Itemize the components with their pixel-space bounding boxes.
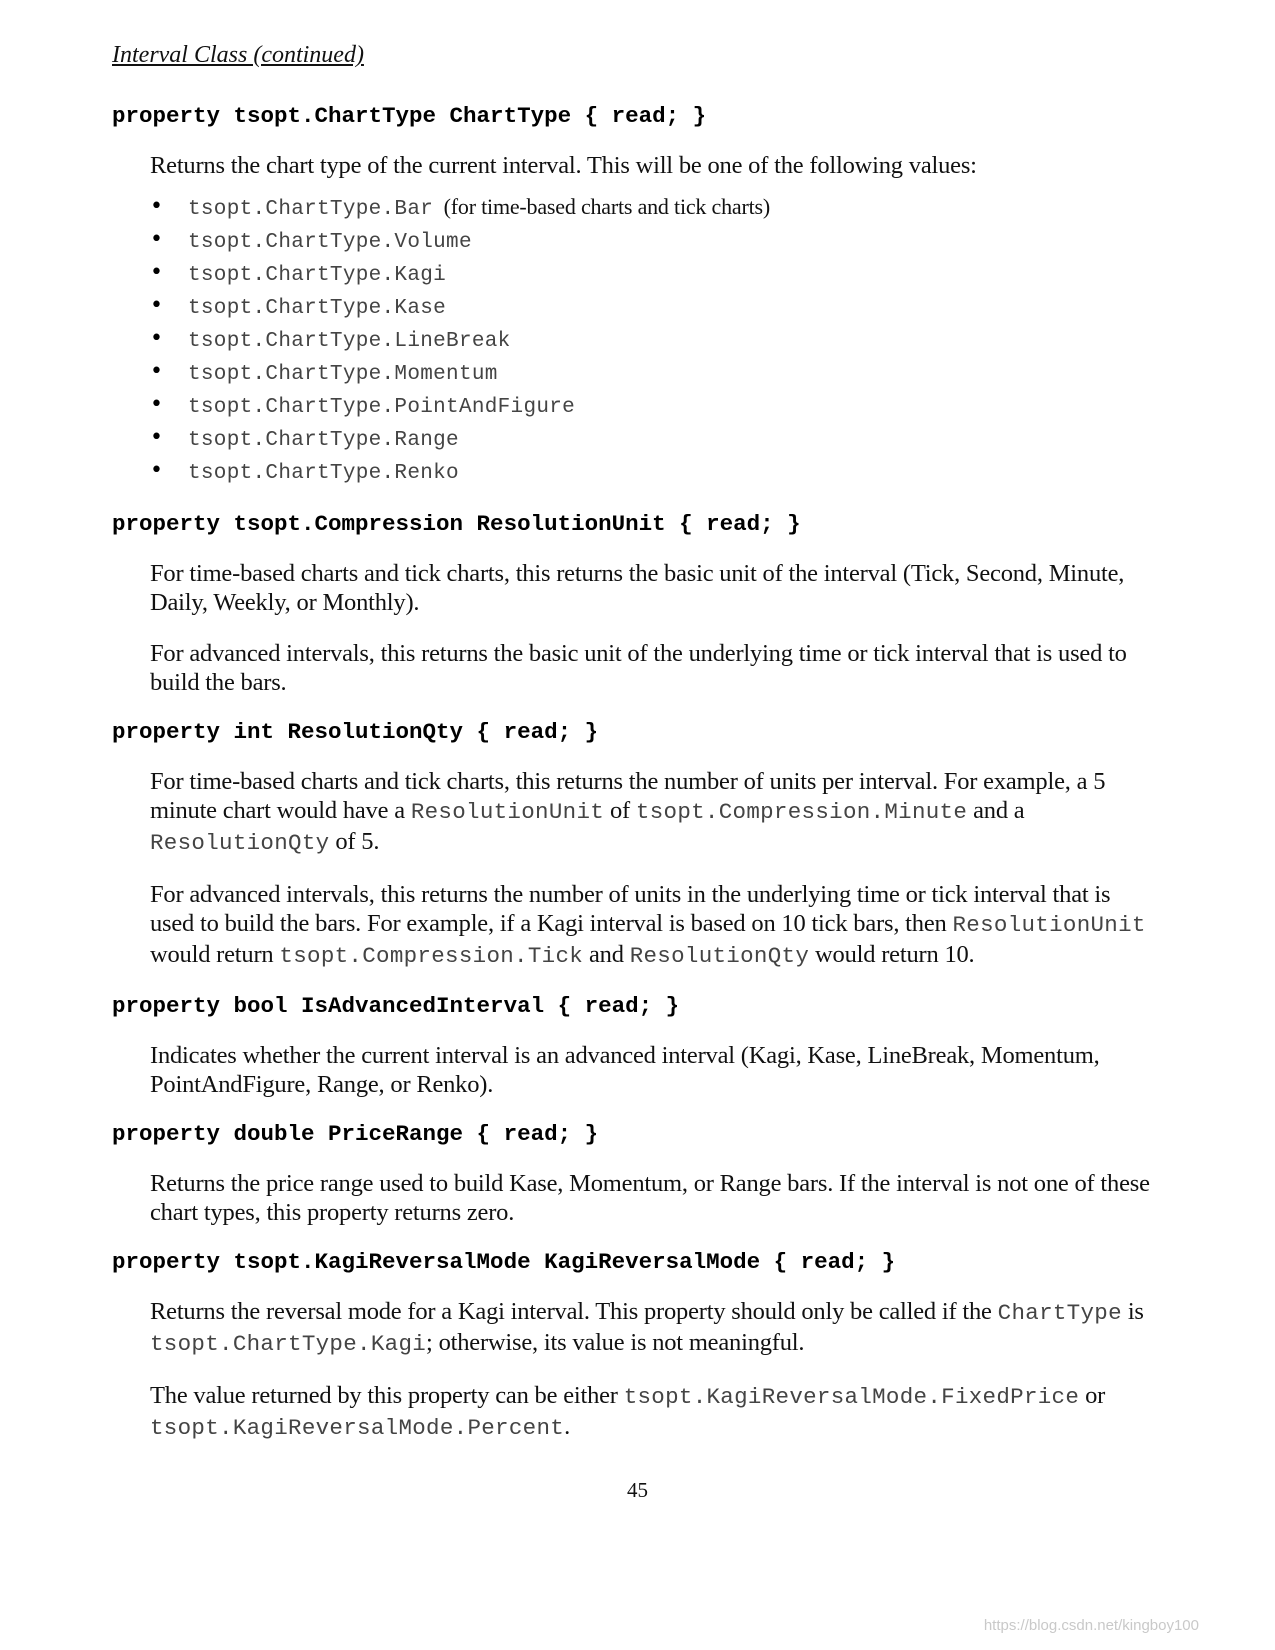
enum-value: tsopt.ChartType.Kagi: [188, 264, 447, 287]
property-heading-pricerange: property double PriceRange { read; }: [112, 1121, 599, 1147]
inline-code: tsopt.KagiReversalMode.Percent: [150, 1415, 565, 1441]
text-run: ; otherwise, its value is not meaningful.: [426, 1329, 805, 1356]
text-run: is: [1121, 1298, 1144, 1325]
property-heading-kagireversalmode: property tsopt.KagiReversalMode KagiReversalMode { read; }: [112, 1249, 896, 1275]
page-number: 45: [627, 1478, 648, 1502]
property-heading-isadvancedinterval: property bool IsAdvancedInterval { read; }: [112, 993, 680, 1019]
resolutionunit-paragraph-1: For time-based charts and tick charts, this returns the basic unit of the interval (Tick, Second, Minute, Daily, Weekly, or Monthly).: [150, 560, 1125, 616]
text-run: .: [564, 1413, 571, 1440]
inline-code: ChartType: [997, 1300, 1122, 1326]
list-item: [150, 291, 1152, 324]
list-item: [150, 357, 1152, 390]
text-run: and: [583, 941, 630, 968]
resolutionqty-paragraph-1: [150, 767, 1152, 858]
list-item: [150, 258, 1152, 291]
text-run: of 5.: [329, 828, 380, 855]
enum-value: tsopt.ChartType.Range: [188, 429, 459, 452]
text-run: The value returned by this property can be either: [150, 1382, 624, 1409]
inline-code: tsopt.ChartType.Kagi: [150, 1331, 427, 1357]
charttype-description: Returns the chart type of the current interval. This will be one of the following values:: [150, 152, 977, 179]
enum-value: tsopt.ChartType.Kase: [188, 297, 447, 320]
list-item: [150, 456, 1152, 489]
inline-code: tsopt.KagiReversalMode.FixedPrice: [623, 1384, 1080, 1410]
enum-value: tsopt.ChartType.LineBreak: [188, 330, 511, 353]
text-run: Returns the reversal mode for a Kagi interval. This property should only be called if the: [150, 1298, 998, 1325]
inline-code: ResolutionQty: [150, 830, 330, 856]
document-page: [112, 38, 1152, 1443]
enum-value: tsopt.ChartType.Momentum: [188, 363, 498, 386]
isadvancedinterval-paragraph: Indicates whether the current interval is an advanced interval (Kagi, Kase, LineBreak, Momentum, PointAndFigure, Range, or Renko).: [150, 1042, 1100, 1098]
list-item: [150, 192, 1152, 225]
list-item: [150, 390, 1152, 423]
inline-code: tsopt.Compression.Tick: [279, 943, 584, 969]
list-item: [150, 225, 1152, 258]
text-run: would return: [150, 941, 280, 968]
inline-code: ResolutionUnit: [952, 912, 1146, 938]
enum-value: tsopt.ChartType.PointAndFigure: [188, 396, 576, 419]
charttype-values-list: [150, 192, 1152, 489]
property-heading-charttype: property tsopt.ChartType ChartType { read; }: [112, 103, 707, 129]
kagireversalmode-paragraph-1: [150, 1297, 1152, 1359]
resolutionqty-paragraph-2: [150, 880, 1152, 971]
inline-code: tsopt.Compression.Minute: [635, 799, 968, 825]
pricerange-paragraph: Returns the price range used to build Kase, Momentum, or Range bars. If the interval is not one of these chart types, this property returns zero.: [150, 1170, 1150, 1226]
enum-value: tsopt.ChartType.Bar: [188, 198, 434, 221]
enum-value: tsopt.ChartType.Renko: [188, 462, 459, 485]
inline-code: ResolutionQty: [629, 943, 810, 969]
kagireversalmode-paragraph-2: [150, 1381, 1152, 1443]
resolutionunit-paragraph-2: For advanced intervals, this returns the basic unit of the underlying time or tick interval that is used to build the bars.: [150, 640, 1127, 696]
list-item: [150, 423, 1152, 456]
text-run: and a: [967, 797, 1025, 824]
section-title: Interval Class (continued): [112, 42, 364, 68]
enum-value: tsopt.ChartType.Volume: [188, 231, 472, 254]
property-heading-resolutionqty: property int ResolutionQty { read; }: [112, 719, 599, 745]
text-run: of: [604, 797, 636, 824]
inline-code: ResolutionUnit: [410, 799, 605, 825]
text-run: For advanced intervals, this returns the number of units in the underlying time or tick interval that is used to build the bars. For example, if a Kagi interval is based on 10 tick bars, then: [150, 881, 1111, 937]
text-run: would return 10.: [809, 941, 975, 968]
text-run: or: [1079, 1382, 1106, 1409]
watermark-text: https://blog.csdn.net/kingboy100: [983, 1617, 1199, 1634]
text-run: For time-based charts and tick charts, this returns the number of units per interval. For example, a 5 minute chart would have a: [150, 768, 1106, 824]
property-heading-resolutionunit: property tsopt.Compression ResolutionUnit { read; }: [112, 511, 801, 537]
enum-note: (for time-based charts and tick charts): [443, 194, 770, 219]
list-item: [150, 324, 1152, 357]
